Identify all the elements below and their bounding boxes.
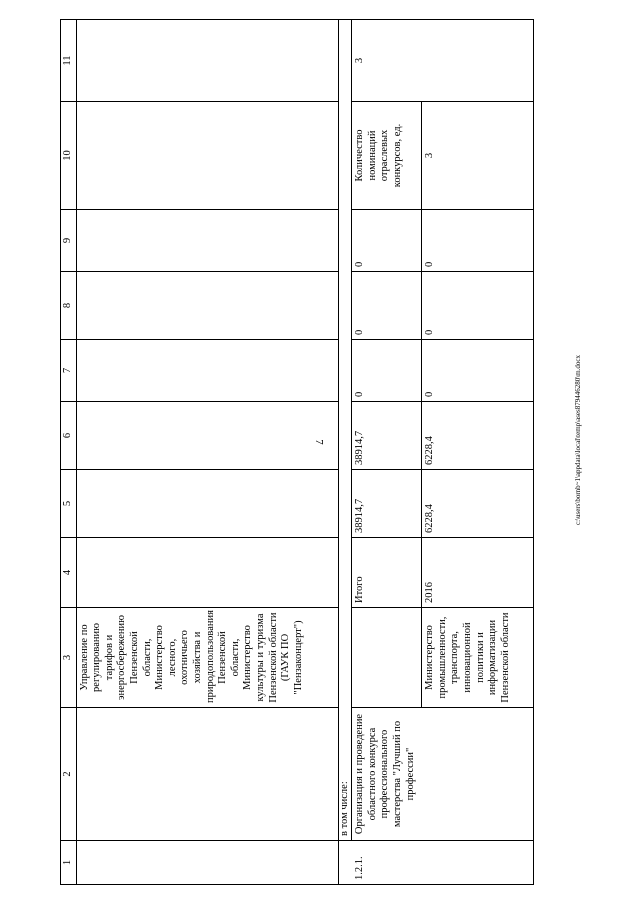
col-num: 9 [61, 210, 77, 272]
total-value-cell: 38914,7 [352, 470, 422, 538]
total-value-cell: 38914,7 [352, 402, 422, 470]
page-number: 7 [312, 439, 325, 445]
total-value-cell: 0 [352, 272, 422, 340]
responsible-executors-cell: Управление по регулированию тарифов и энергосбережению Пензенской области, Министерство лесного, охотничьего хозяйства и природопользования Пензенской области, Министерство культуры и туризма Пензенской области (ГАУК ПО "Пензаконцерт") [76, 608, 338, 708]
table-row [338, 20, 352, 885]
total-value-cell: 0 [352, 210, 422, 272]
cell [338, 841, 352, 885]
col-num: 4 [61, 538, 77, 608]
value-cell: 6228,4 [422, 470, 534, 538]
total-value-cell: 0 [352, 340, 422, 402]
column-number-row [61, 20, 77, 885]
value-cell: 0 [422, 340, 534, 402]
col-num: 10 [61, 102, 77, 210]
cell [76, 102, 338, 210]
col-num: 5 [61, 470, 77, 538]
program-table [60, 19, 534, 885]
indicator-target-cell: 3 [352, 20, 534, 102]
col-num: 7 [61, 340, 77, 402]
cell [76, 841, 338, 885]
footer-file-path: c:\users\bornb~1\appdata\local\temp\ases879446280\m.docx [574, 355, 582, 525]
indicator-value-cell: 3 [422, 102, 534, 210]
year-cell: 2016 [422, 538, 534, 608]
cell [76, 470, 338, 538]
col-num: 1 [61, 841, 77, 885]
col-num: 11 [61, 20, 77, 102]
value-cell: 6228,4 [422, 402, 534, 470]
table-row [76, 20, 338, 885]
cell [76, 272, 338, 340]
cell [352, 608, 422, 708]
cell [76, 402, 338, 470]
total-label-cell: Итого [352, 538, 422, 608]
col-num: 8 [61, 272, 77, 340]
cell [76, 340, 338, 402]
item-number-cell: 1.2.1. [352, 841, 534, 885]
value-cell: 0 [422, 272, 534, 340]
indicator-name-cell: Количество номинаций отраслевых конкурсов, ед. [352, 102, 422, 210]
cell [76, 708, 338, 841]
table-row [352, 20, 422, 885]
col-num: 6 [61, 402, 77, 470]
rotated-table-wrapper [60, 20, 600, 885]
cell [76, 210, 338, 272]
event-name-cell: Организация и проведение областного конкурса профессионального мастерства "Лучший по профессии" [352, 708, 534, 841]
value-cell: 0 [422, 210, 534, 272]
cell [76, 20, 338, 102]
in-that-number-label: в том числе: [338, 20, 352, 841]
col-num: 3 [61, 608, 77, 708]
cell [76, 538, 338, 608]
col-num: 2 [61, 708, 77, 841]
executor-cell: Министерство промышленности, транспорта, инновационной политики и информатизации Пензенской области [422, 608, 534, 708]
